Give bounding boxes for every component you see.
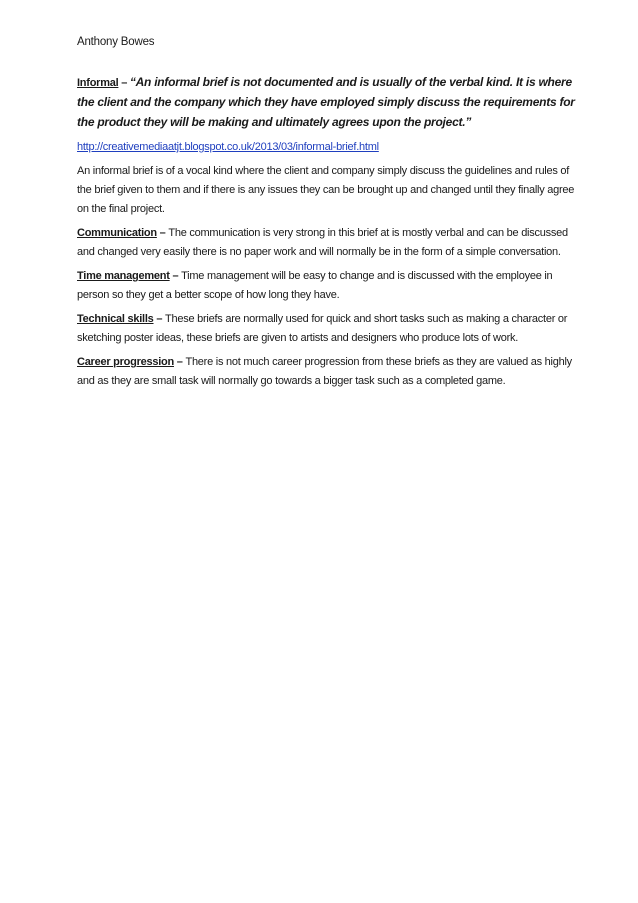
section-communication	[77, 224, 578, 262]
source-link[interactable]: http://creativemediaatjt.blogspot.co.uk/2013/03/informal-brief.html	[77, 141, 379, 153]
intro-separator: –	[118, 77, 130, 89]
section-heading: Communication	[77, 227, 157, 239]
section-heading: Time management	[77, 270, 170, 282]
intro-heading: Informal	[77, 77, 119, 89]
section-text: Time management will be easy to change and is discussed with the employee in person so they get a better scope of how long they have.	[77, 270, 553, 301]
author-header: Anthony Bowes	[77, 36, 155, 48]
section-heading: Technical skills	[77, 313, 154, 325]
section-separator: –	[153, 313, 165, 325]
section-separator: –	[169, 270, 182, 282]
section-time-management	[77, 267, 578, 305]
section-text: These briefs are normally used for quick and short tasks such as making a character or sketching poster ideas, these briefs are given to artists and designers who produce lots of work.	[77, 313, 568, 344]
intro-paragraph	[77, 73, 578, 133]
section-text: The communication is very strong in this brief at is mostly verbal and can be discussed and changed very easily there is no paper work and will normally be in the form of a simple conversation.	[77, 227, 568, 258]
summary-paragraph: An informal brief is of a vocal kind where the client and company simply discuss the guidelines and rules of the brief given to them and if there is any issues they can be brought up and changed until they finally agree on the final project.	[77, 165, 575, 215]
section-text: There is not much career progression from these briefs as they are valued as highly and as they are small task will normally go towards a bigger task such as a completed game.	[77, 356, 572, 387]
section-heading: Career progression	[77, 356, 174, 368]
section-separator: –	[173, 356, 186, 368]
section-separator: –	[156, 227, 169, 239]
source-paragraph	[77, 138, 578, 157]
section-technical-skills	[77, 310, 578, 348]
intro-quote: “An informal brief is not documented and is usually of the verbal kind. It is where the client and the company which they have employed simply discuss the requirements for the product they will be making and ultimately agrees upon the project.”	[77, 75, 575, 129]
section-career-progression	[77, 353, 578, 391]
